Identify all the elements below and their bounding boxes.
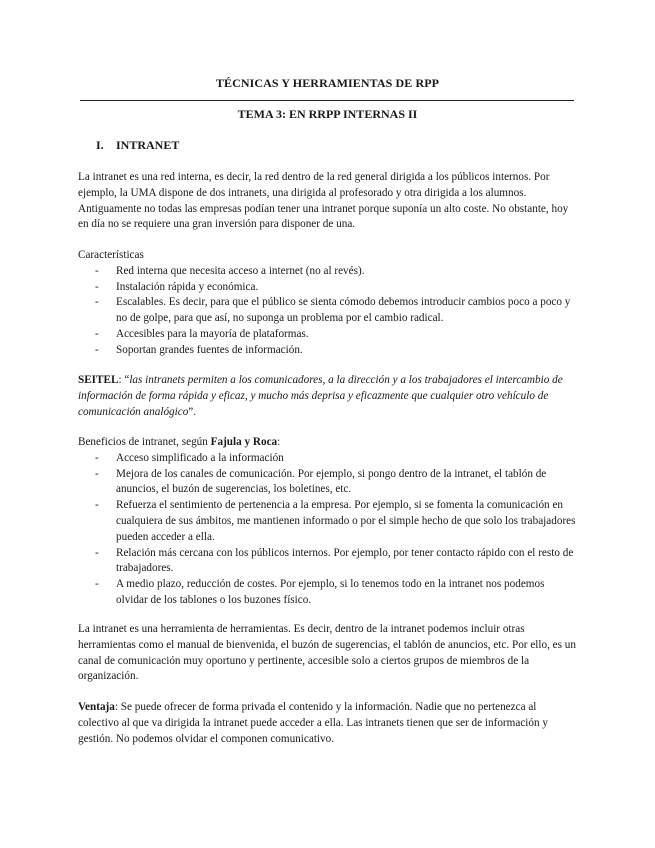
advantage-body: : Se puede ofrecer de forma privada el contenido y la información. Nadie que no pertenezca al colectivo al que va dirigida la intranet puede acceder a ella. Las intranets tienen que ser de información y gestión. No podemos olvidar el componen comunicativo. — [78, 701, 548, 745]
benefits-label-suffix: : — [277, 436, 281, 448]
benefits-list — [78, 451, 578, 609]
intro-text: La intranet es una red interna, es decir, la red dentro de la red general dirigida a los públicos internos. Por ejemplo, la UMA dispone de dos intranets, una dirigida al profesorado y otra dirigida a los alumnos. Antiguamente no todas las empresas podían tener una intranet porque suponía un alto coste. No obstante, hoy en día no se requiere una gran inversión para disponer de una. — [78, 171, 569, 231]
quote-separator: : “ — [118, 374, 130, 386]
list-item: - Refuerza el sentimiento de pertenencia a la empresa. Por ejemplo, si se fomenta la comunicación en cualquiera de sus ámbitos, me mantienen informado o por el simple hecho de que solo los trabajadores pueden acceder a ella. — [78, 498, 578, 545]
section-title: INTRANET — [116, 138, 180, 152]
title-divider — [80, 100, 574, 101]
quote-paragraph — [78, 373, 578, 420]
characteristics-label: Características — [78, 249, 144, 261]
list-item: - A medio plazo, reducción de costes. Por ejemplo, si lo tenemos todo en la intranet nos podemos olvidar de los tablones o los buzones físico. — [78, 577, 578, 609]
benefits-author: Fajula y Roca — [210, 436, 278, 448]
list-item: - Soportan grandes fuentes de información. — [78, 343, 578, 359]
list-item: - Escalables. Es decir, para que el público se sienta cómodo debemos introducir cambios poco a poco y no de golpe, para que así, no suponga un problema por el cambio radical. — [78, 295, 578, 327]
quote-text — [78, 373, 578, 420]
quote-closing: ”. — [188, 405, 197, 418]
characteristics-list — [78, 264, 578, 359]
advantage-text — [78, 700, 578, 747]
list-item: - Acceso simplificado a la información — [78, 451, 578, 467]
quote-body: las intranets permiten a los comunicadores, a la dirección y a los trabajadores el intercambio de información de forma rápida y eficaz, y mucho más deprisa y eficazmente que cualquier otro vehículo de comunicación analógico — [78, 374, 563, 418]
quote-author: SEITEL — [78, 374, 119, 386]
list-item: - Relación más cercana con los públicos internos. Por ejemplo, por tener contacto rápido con el resto de trabajadores. — [78, 546, 578, 578]
intro-paragraph — [78, 170, 578, 233]
list-item: - Mejora de los canales de comunicación. Por ejemplo, si pongo dentro de la intranet, el tablón de anuncios, el buzón de sugerencias, los boletines, etc. — [78, 467, 578, 499]
advantage-label: Ventaja — [78, 701, 115, 713]
benefits-label-prefix: Beneficios de intranet, según — [78, 436, 211, 448]
advantage-paragraph — [78, 700, 578, 747]
characteristics-block — [78, 248, 578, 359]
tools-paragraph — [78, 622, 578, 685]
benefits-label — [78, 435, 578, 451]
list-item: - Accesibles para la mayoría de plataformas. — [78, 327, 578, 343]
list-item: - Instalación rápida y económica. — [78, 280, 578, 296]
benefits-block — [78, 435, 578, 609]
document-title: TÉCNICAS Y HERRAMIENTAS DE RPP — [215, 76, 440, 90]
list-item: - Red interna que necesita acceso a internet (no al revés). — [78, 264, 578, 280]
tools-text: La intranet es una herramienta de herramientas. Es decir, dentro de la intranet podemos incluir otras herramientas como el manual de bienvenida, el buzón de sugerencias, el tablón de anuncios, etc. Por ello, es un canal de comunicación muy oportuno y pertinente, accesible solo a ciertos grupos de miembros de la organización. — [78, 623, 576, 683]
document-subtitle: TEMA 3: EN RRPP INTERNAS II — [237, 107, 418, 121]
section-heading — [96, 138, 179, 153]
section-number: I. — [96, 138, 104, 152]
